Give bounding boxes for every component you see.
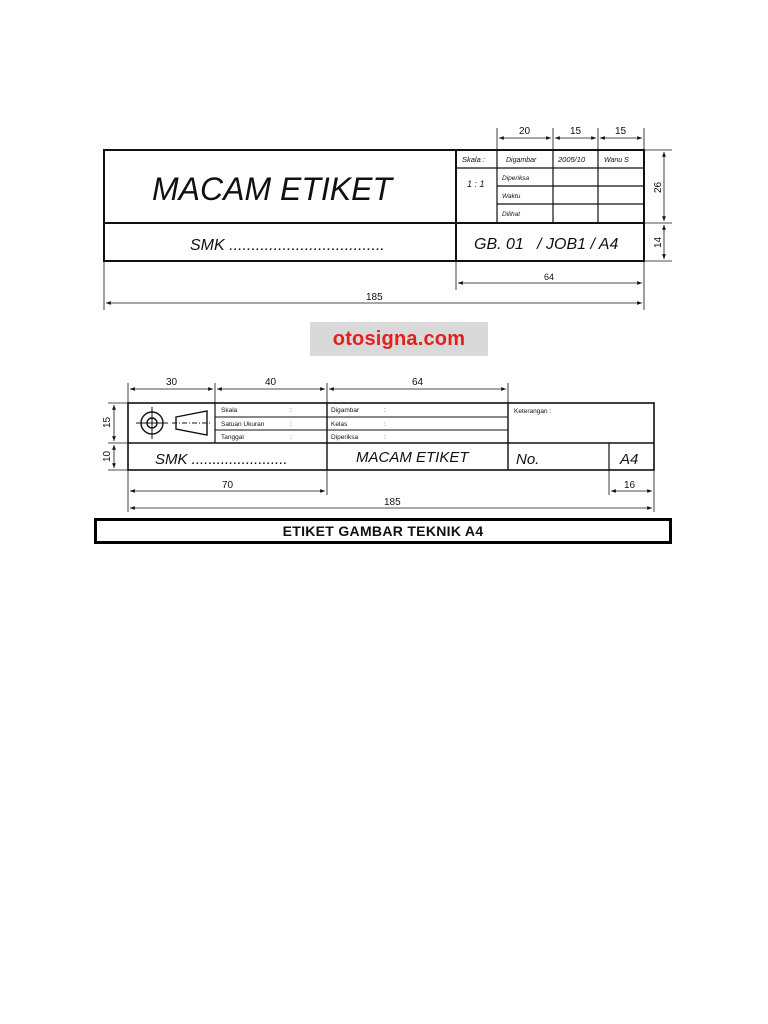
dim-20: 20 xyxy=(519,126,531,137)
caption-text: ETIKET GAMBAR TEKNIK A4 xyxy=(282,523,484,539)
projection-symbol-icon xyxy=(136,407,211,439)
caption-box xyxy=(94,518,672,544)
dim-30: 30 xyxy=(166,377,178,388)
etiket-1-waktu-label: Waktu xyxy=(502,193,521,200)
dim-10-left: 10 xyxy=(102,450,113,462)
dim-70: 70 xyxy=(222,480,234,491)
etiket-2-tanggal-colon: : xyxy=(290,434,292,441)
etiket-1-school: SMK ................................... xyxy=(190,237,385,254)
etiket-2-school: SMK ....................... xyxy=(155,451,288,468)
etiket-2-diperiksa-label: Diperiksa xyxy=(331,434,359,441)
dim-26: 26 xyxy=(653,181,664,193)
dim-15-a: 15 xyxy=(570,126,582,137)
etiket-1-name: Wanu S xyxy=(604,157,629,164)
dim-15-left: 15 xyxy=(102,416,113,428)
dim-64: 64 xyxy=(544,272,555,282)
etiket-1-skala-label: Skala : xyxy=(462,155,485,164)
watermark-text: otosigna.com xyxy=(332,327,466,350)
etiket-2-kelas-colon: : xyxy=(384,421,386,428)
etiket-2-skala-label: Skala xyxy=(221,407,238,414)
etiket-2-paper: A4 xyxy=(620,451,639,468)
etiket-1-title: MACAM ETIKET xyxy=(152,171,393,207)
etiket-1-drawing-no: GB. 01 / JOB1 / A4 xyxy=(474,236,619,253)
dim-16: 16 xyxy=(624,480,636,491)
etiket-2-title: MACAM ETIKET xyxy=(356,449,469,466)
etiket-2-skala-colon: : xyxy=(290,407,292,414)
etiket-2-no-label: No. xyxy=(516,451,540,468)
etiket-2-diperiksa-colon: : xyxy=(384,434,386,441)
etiket-1 xyxy=(104,128,672,310)
etiket-2-keterangan-label: Keterangan : xyxy=(514,408,552,415)
dim-185-b: 185 xyxy=(384,497,401,508)
etiket-1-diperiksa-label: Diperiksa xyxy=(502,175,530,182)
dim-15-b: 15 xyxy=(615,126,627,137)
watermark-banner xyxy=(310,322,488,356)
dim-40: 40 xyxy=(265,377,277,388)
etiket-2-tanggal-label: Tanggal xyxy=(221,434,244,441)
etiket-2-satuan-label: Satuan Ukuran xyxy=(221,421,265,428)
etiket-2-digambar-label: Digambar xyxy=(331,407,360,414)
etiket-2-kelas-label: Kelas xyxy=(331,421,348,428)
etiket-2-satuan-colon: : xyxy=(290,421,292,428)
dim-14: 14 xyxy=(653,236,664,248)
etiket-2-digambar-colon: : xyxy=(384,407,386,414)
dim-64-b: 64 xyxy=(412,377,424,388)
etiket-2 xyxy=(108,383,654,512)
etiket-1-dilihat-label: Dilihat xyxy=(502,211,521,218)
etiket-1-date: 2005/10 xyxy=(558,155,586,164)
dim-185: 185 xyxy=(366,292,383,303)
etiket-1-digambar-label: Digambar xyxy=(506,157,537,164)
etiket-1-skala-value: 1 : 1 xyxy=(467,179,485,189)
